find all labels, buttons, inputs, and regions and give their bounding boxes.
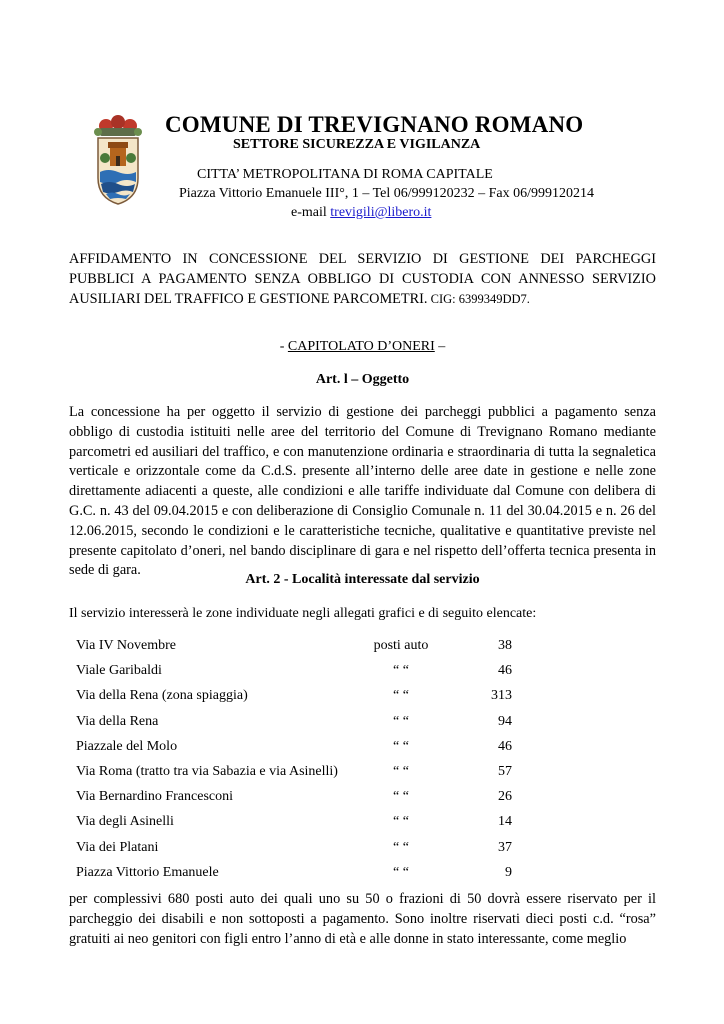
location-type: “ “ xyxy=(393,839,409,855)
location-type: “ “ xyxy=(393,738,409,754)
location-type: “ “ xyxy=(393,864,409,880)
location-name: Via Bernardino Francesconi xyxy=(76,789,233,805)
location-name: Via degli Asinelli xyxy=(76,814,174,830)
list-item xyxy=(76,840,526,865)
location-count: 46 xyxy=(498,663,512,679)
email-label: e-mail xyxy=(291,205,331,220)
capitolato-label: CAPITOLATO D’ONERI xyxy=(287,339,435,354)
address-line: Piazza Vittorio Emanuele III°, 1 – Tel 06/999120232 – Fax 06/999120214 xyxy=(179,186,595,201)
location-count: 57 xyxy=(498,763,512,779)
location-name: Piazzale del Molo xyxy=(76,738,178,754)
art1-body: La concessione ha per oggetto il servizio di gestione dei parcheggi pubblici a pagamento senza obbligo di custodia istituiti nelle aree del territorio del Comune di Trevignano Romano mediante parcometri ed ausiliari del traffico, e con manutenzione ordinaria e straordinaria di tutta la segnaletica verticale e orizzontale come da C.d.S. presente all’interno delle aree date in gestione e nelle zone direttamente adiacenti a queste, alle condizioni e alle tariffe individuate dal Comune con delibera di G.C. n. 43 del 09.04.2015 e con deliberazione di Consiglio Comunale n. 11 del 30.04.2015 e n. 26 del 12.06.2015, secondo le condizioni e le caratteristiche tecniche, qualitative e quantitative previste nel presente capitolato d’oneri, nel bando disciplinare di gara e nel rispetto dell’offerta tecnica presenta in sede di gara. xyxy=(69,404,656,579)
metropolitan-city-line: CITTA’ METROPOLITANA DI ROMA CAPITALE xyxy=(197,167,493,182)
location-count: 313 xyxy=(491,688,512,704)
location-name: Via della Rena xyxy=(76,713,159,729)
location-type: “ “ xyxy=(393,763,409,779)
location-type: posti auto xyxy=(373,638,429,653)
list-item xyxy=(76,638,526,663)
subject-text: AFFIDAMENTO IN CONCESSIONE DEL SERVIZIO DI GESTIONE DEI PARCHEGGI PUBBLICI A PAGAMENTO SENZA OBBLIGO DI CUSTODIA CON ANNESSO SERVIZIO AUSILIARI DEL TRAFFICO E GESTIONE PARCOMETRI. xyxy=(69,251,656,307)
list-item xyxy=(76,814,526,839)
page-title: COMUNE DI TREVIGNANO ROMANO xyxy=(165,112,584,137)
department-subtitle: SETTORE SICUREZZA E VIGILANZA xyxy=(233,137,481,152)
list-item xyxy=(76,865,526,890)
location-type: “ “ xyxy=(393,789,409,805)
art1-heading: Art. l – Oggetto xyxy=(315,372,410,387)
location-count: 94 xyxy=(498,713,512,729)
list-item xyxy=(76,789,526,814)
location-count: 26 xyxy=(498,789,512,805)
list-item xyxy=(76,688,526,713)
location-type: “ “ xyxy=(393,688,409,704)
location-name: Via IV Novembre xyxy=(76,638,176,653)
location-count: 9 xyxy=(505,864,512,880)
municipal-coat-of-arms-icon xyxy=(86,112,150,208)
list-item xyxy=(76,739,526,764)
email-line xyxy=(291,205,431,221)
subject-paragraph xyxy=(69,250,656,309)
capitolato-suffix: – xyxy=(434,339,446,354)
art2-intro: Il servizio interesserà le zone individuate negli allegati grafici e di seguito elencate: xyxy=(69,606,537,621)
location-count: 14 xyxy=(498,814,512,830)
location-count: 38 xyxy=(498,638,512,653)
location-name: Via dei Platani xyxy=(76,839,159,855)
location-type: “ “ xyxy=(393,814,409,830)
location-count: 37 xyxy=(498,839,512,855)
capitolato-prefix: - xyxy=(279,339,288,354)
location-name: Piazza Vittorio Emanuele xyxy=(76,864,219,880)
location-count: 46 xyxy=(498,738,512,754)
locations-list xyxy=(76,638,526,890)
email-link[interactable]: trevigili@libero.it xyxy=(330,205,432,220)
list-item xyxy=(76,714,526,739)
cig-code: CIG: 6399349DD7. xyxy=(427,291,530,306)
list-item xyxy=(76,663,526,688)
location-type: “ “ xyxy=(393,713,409,729)
art2-heading: Art. 2 - Località interessate dal servizio xyxy=(245,572,480,587)
location-name: Viale Garibaldi xyxy=(76,663,162,679)
location-name: Via della Rena (zona spiaggia) xyxy=(76,688,248,704)
location-type: “ “ xyxy=(393,663,409,679)
capitolato-heading xyxy=(69,339,656,355)
list-item xyxy=(76,764,526,789)
location-name: Via Roma (tratto tra via Sabazia e via Asinelli) xyxy=(76,763,338,779)
art2-closing-paragraph: per complessivi 680 posti auto dei quali uno su 50 o frazioni di 50 dovrà essere riservato per il parcheggio dei disabili e non sottoposti a pagamento. Sono inoltre riservati dieci posti c.d. “rosa” gratuiti ai neo genitori con figli entro l’anno di età e alle donne in stato interessante, come meglio xyxy=(69,891,656,947)
